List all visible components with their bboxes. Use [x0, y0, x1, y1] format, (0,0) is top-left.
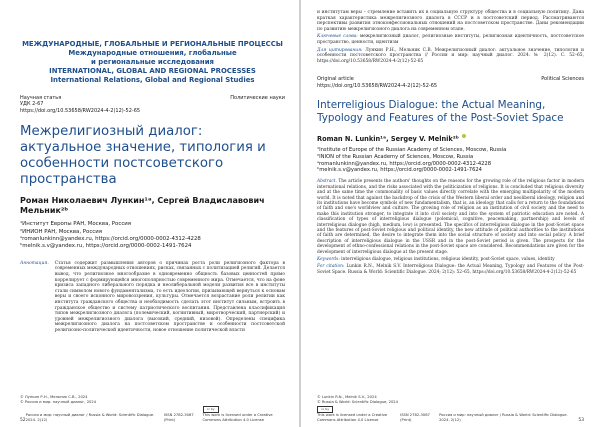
doi-en-link[interactable]: https://doi.org/10.53658/RW2024-4-2(12)-52-65 — [317, 82, 438, 89]
journal-line: INTERNATIONAL, GLOBAL AND REGIONAL PROCESSES — [49, 67, 256, 75]
right-page — [301, 0, 600, 427]
citation-ru-label: Для цитирования: — [317, 47, 363, 53]
citation-ru-text: Лункин Р.Н., Мельник С.В. Межрелигиозный диалог: актуальное значение, типология и особенности постсоветского пространства // Россия и мир: научный диалог. 2024. № 2(12). С. 52–65, https://doi.org/10.53658/RW2024-4-2(12)-52-65 — [317, 47, 584, 64]
keywords-ru-text: межрелигиозный диалог, религиозные институты, религиозная идентичность, постсоветское пространство, ценности, идентизм — [317, 34, 584, 45]
page-footer — [317, 395, 584, 423]
abstract-en-label: Abstract. — [317, 179, 337, 185]
affiliation-en: ¹Institute of Europe of the Russian Academy of Sciences, Moscow, Russia — [317, 146, 507, 153]
article-title: Межрелигиозный диалог: актуальное значение, типология и особенности постсоветского пространства — [20, 124, 266, 188]
license-text: This work is licensed under a Creative — [202, 412, 273, 417]
author-contact[interactable]: ᵇmelnik.s.v@yandex.ru, https://orcid.org/0000-0002-1491-7624 — [20, 243, 192, 250]
issn: ISSN 2782-3067 (Print) — [400, 412, 430, 422]
page-number: 52 — [20, 417, 26, 423]
keywords-ru — [317, 34, 584, 45]
journal-line: и региональные исследования — [91, 58, 214, 66]
license — [203, 406, 285, 423]
abstract-en — [317, 179, 584, 255]
license — [317, 406, 400, 423]
orcid-icon[interactable] — [462, 134, 466, 138]
abstract-en-text: The article presents the authors' thoughts on the reasons for the growing role of the religious factor in modern international relations, and the risks associated with the politicization of religions. It is concluded that religious diversity and at the same time the commonality of basic values directly correlate with the emerging multipolarity of the modern world. It is noted that against the backdrop of the crisis of the Western liberal order and neoliberal ideology, religion and its institutions have become symbols of new fundamentalism, that is, an ideology that calls for a return to the foundations of faith and one's worldview and culture. The growing role of religion as an institution of civil society and the need to make this institution stronger, to integrate it into civil society and into the system of patriotic education are noted. A classification of types of interreligious dialogue (polemical, cognitive, peacemaking, partnership) and levels of interreligious dialogue (high, medium, low) is presented. The specifics of interreligious dialogue in the post-Soviet space and the features of post-Soviet religious and political identity, the new attitude of political authorities to the institutions of faith are determined, the desire to integrate them into the social structure of society and into social policy. A brief description of interreligious dialogue in the USSR and in the post-Soviet period is given. The prospects for the development of ethno-confessional relations in the post-Soviet space are considered. Recommendations are given for the development of interreligious dialogue at the present stage. — [317, 179, 584, 255]
rubric-en: Political Sciences — [541, 76, 584, 83]
affiliations — [20, 221, 285, 251]
journal-header — [20, 40, 285, 85]
page-number: 53 — [578, 417, 584, 423]
udk: УДК 2-67 — [20, 101, 44, 108]
author-contact-en[interactable]: ᵇmelnik.s.v@yandex.ru, https://orcid.org/0000-0002-1491-7624 — [317, 167, 482, 174]
keywords-ru-label: Ключевые слова: — [317, 34, 358, 40]
affiliations-en — [317, 147, 584, 175]
author-contact-en[interactable]: ᵃromanlunkinn@yandex.ru, https://orcid.org/0000-0002-4312-4228 — [317, 160, 492, 167]
license-text: Commons Attribution 4.0 License — [317, 417, 379, 422]
copyright: © Лункин Р.Н., Мельник С.В., 2024 — [20, 395, 88, 400]
author-contact[interactable]: ᵃromanlunkinn@yandex.ru, https://orcid.org/0000-0002-4312-4228 — [20, 236, 201, 243]
left-page — [0, 0, 299, 427]
citation-ru — [317, 48, 584, 65]
keywords-en-label: Keywords: — [317, 257, 340, 263]
abstract-continuation: и институтам веры – стремление вставить их в социальную структуру общества и в социальную политику. Дана краткая характеристика межрелигиозного диалога в СССР и в постсоветский период. Рассматриваются перспективы развития этноконфессиональных отношений на постсоветском пространстве. Даны рекомендации по развитию межрелигиозного диалога на современном этапе. — [317, 10, 584, 32]
copyright: © Россия и мир: научный диалог, 2024 — [20, 400, 97, 405]
affiliation-en: ²INION of the Russian Academy of Sciences, Moscow, Russia — [317, 153, 474, 160]
abstract-section — [20, 261, 285, 334]
issn: ISSN 2782-3067 (Print) — [163, 412, 194, 422]
article-ids — [20, 101, 285, 114]
cc-by-icon: cc by — [317, 406, 333, 413]
citation-en-label: For citation: — [317, 264, 345, 270]
copyright: © Russia & World: Scientific Dialogue, 2024 — [317, 400, 398, 405]
abstract-text: Статья содержит размышления авторов о причинах роста роли религиозного фактора в современных международных отношениях, рисках, связанных с политизацией религий. Делается вывод, что религиозное многообразие в одновременно общность базовых ценностей прямо коррелирует с формирующейся многополярностью современного мира. Отмечается, что на фоне кризиса западного либерального порядка и неолиберальной модели развития все в институты стали символом нового фундаментализма, то есть идеологии, призывающей вернуться к основам веры и своего исконного мировоззрения, культуры. Отмечается возрастание роли религии как института гражданского общества и необходимость сделать этот институт сильным, встроить в гражданское общество и систему патриотического воспитания. Представлена классификация типов межрелигиозного диалога (полемический, когнитивный, миротворческий, партнерский) и уровней межрелигиозного диалога (высокий, средний, низовой). Определены специфика межрелигиозного диалога на постсоветском пространстве и особенности постсоветской религиозно-политической идентичности, новое отношение политической власти — [54, 260, 285, 333]
affiliation: ²ИНИОН РАН, Москва, Россия — [20, 228, 103, 235]
journal-line: МЕЖДУНАРОДНЫЕ, ГЛОБАЛЬНЫЕ И РЕГИОНАЛЬНЫЕ ПРОЦЕССЫ — [22, 40, 283, 48]
citation-en-text: Lunkin R.N., Melnik S.V. Interreligious Dialogue: the Actual Meaning, Typology and Features of the Post-Soviet Space. Russia & World: Scientific Dialogue. 2024; 2(12): 52–65, https://doi.org/10.53658/RW2024-4-2(12)-52-65 — [317, 264, 584, 275]
keywords-en-text: interreligious dialogue, religious institutions, religious identity, post-Soviet space, values, identity — [341, 257, 555, 263]
authors-en — [317, 134, 584, 144]
doi-link[interactable]: https://doi.org/10.53658/RW2024-4-2(12)-52-65 — [20, 107, 141, 114]
license-text: Commons Attribution 4.0 License — [202, 417, 264, 422]
authors-en-text: Roman N. Lunkin¹ᵃ, Sergey V. Melnik²ᵇ — [317, 135, 459, 144]
abstract-label: Аннотация. — [20, 260, 49, 266]
license-text: This work is licensed under a Creative — [317, 412, 388, 417]
journal-line: Международные отношения, глобальные — [68, 49, 237, 57]
citation-en — [317, 264, 584, 275]
journal-line: International Relations, Global and Regional Studies — [50, 76, 255, 84]
keywords-en — [317, 257, 584, 262]
journal-short: Россия и мир: научный диалог / Russia & World: Scientific Dialogue. 2024. 2(12) — [25, 412, 155, 422]
rubric: Политические науки — [230, 95, 285, 101]
authors: Роман Николаевич Лункин¹ᵃ, Сергей Владиславович Мельник²ᵇ — [20, 196, 265, 216]
article-type: Научная статья — [20, 95, 62, 101]
copyright: © Lunkin R.N., Melnik S.V., 2024 — [317, 395, 377, 400]
journal-short: Россия и мир: научный диалог / Russia & World: Scientific Dialogue. 2024. 2(12) — [439, 412, 568, 422]
article-title-en: Interreligious Dialogue: the Actual Meaning, Typology and Features of the Post-Soviet Space — [317, 99, 564, 125]
cc-by-icon: cc by — [203, 406, 219, 413]
article-type-en: Original article — [317, 76, 354, 83]
affiliation: ¹Институт Европы РАН, Москва, Россия — [20, 221, 132, 228]
page-footer — [20, 395, 285, 423]
